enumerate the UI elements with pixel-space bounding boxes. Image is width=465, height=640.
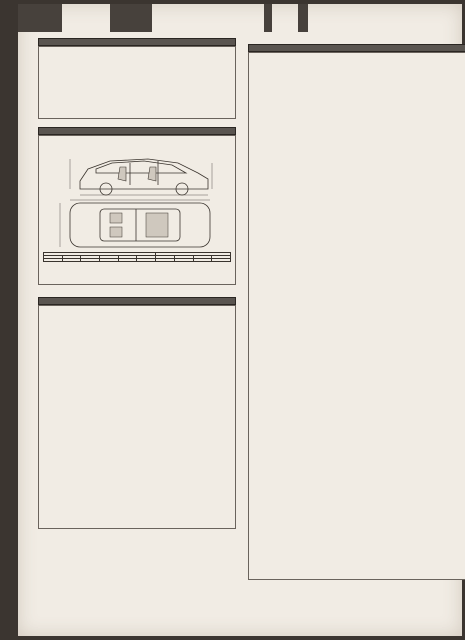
dim-letter <box>118 259 137 262</box>
left-column <box>38 38 236 529</box>
magazine-page <box>18 4 462 636</box>
dim-letter <box>44 259 63 262</box>
cotas-table <box>43 252 231 262</box>
dim-letter <box>81 259 100 262</box>
dim-value <box>62 259 81 262</box>
dim-letter <box>193 259 212 262</box>
cotas-row <box>44 259 231 262</box>
ficha-header <box>248 44 465 52</box>
cotas-header <box>38 127 236 135</box>
dim-value <box>137 259 156 262</box>
dim-letter <box>156 259 175 262</box>
dim-value <box>100 259 119 262</box>
cotas-box <box>38 135 236 285</box>
prestaciones-box <box>38 46 236 119</box>
dim-value <box>212 259 231 262</box>
cambio-box <box>38 305 236 529</box>
cambio-header <box>38 297 236 305</box>
car-dimension-drawings <box>40 139 236 251</box>
page-top-bars <box>18 4 462 32</box>
right-column <box>248 44 465 580</box>
page-footer <box>441 621 444 630</box>
dim-value <box>174 259 193 262</box>
ficha-body <box>248 52 465 580</box>
gear-ratio-chart <box>43 310 233 480</box>
prestaciones-header <box>38 38 236 46</box>
